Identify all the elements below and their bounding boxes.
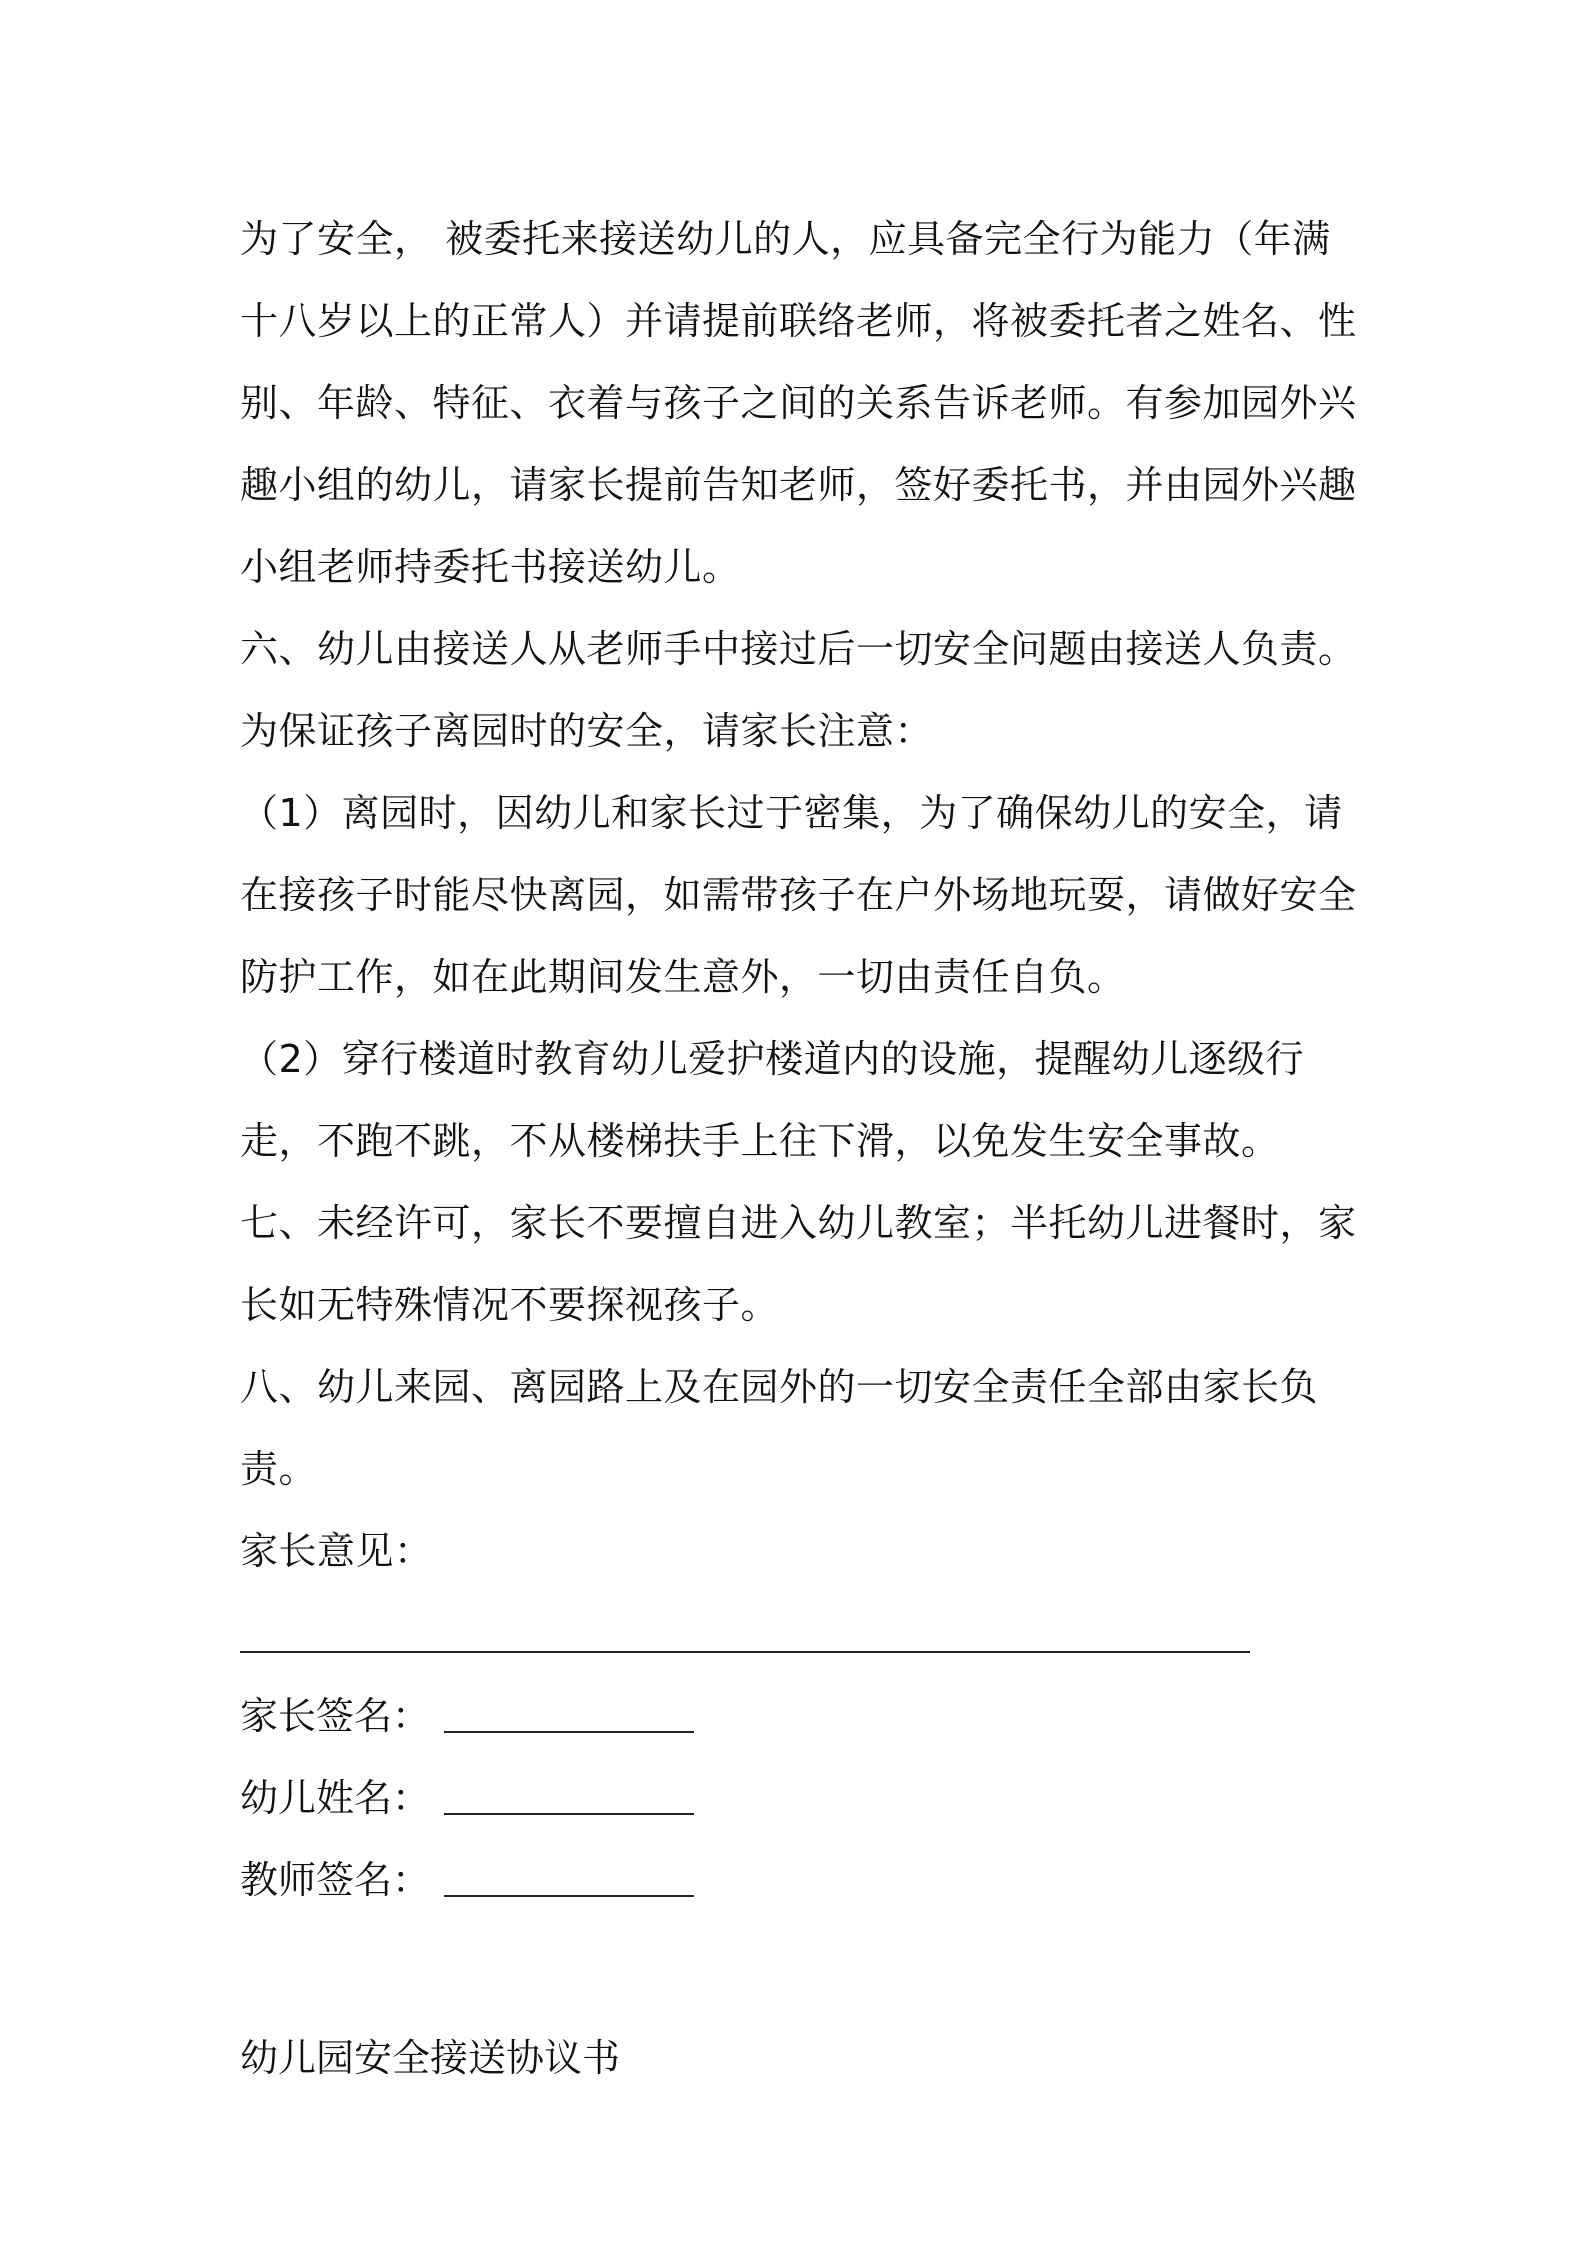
paragraph-note-2: （2）穿行楼道时教育幼儿爱护楼道内的设施，提醒幼儿逐级行走，不跑不跳，不从楼梯扶手上往下滑，以免发生安全事故。 [240, 1037, 1305, 1163]
paragraph-note-1: （1）离园时，因幼儿和家长过于密集，为了确保幼儿的安全，请在接孩子时能尽快离园，如需带孩子在户外场地玩耍，请做好安全防护工作，如在此期间发生意外，一切由责任自负。 [240, 791, 1357, 999]
paragraph-safety-notice: 为保证孩子离园时的安全，请家长注意： [240, 709, 934, 753]
document-body [240, 198, 1360, 2099]
teacher-signature-label: 教师签名： [240, 1858, 431, 1902]
teacher-signature-blank[interactable] [444, 1865, 694, 1897]
parent-signature-label: 家长签名： [240, 1694, 431, 1738]
document-title: 幼儿园安全接送协议书 [240, 2036, 621, 2080]
paragraph-item-six: 六、幼儿由接送人从老师手中接过后一切安全问题由接送人负责。 [240, 627, 1357, 671]
teacher-signature-row [240, 1839, 1360, 1921]
parent-signature-row [240, 1675, 1360, 1757]
parent-signature-blank[interactable] [444, 1701, 694, 1733]
child-name-blank[interactable] [444, 1783, 694, 1815]
parent-opinion-blank-line[interactable] [240, 1650, 1250, 1653]
paragraph-item-eight: 八、幼儿来园、离园路上及在园外的一切安全责任全部由家长负责。 [240, 1365, 1319, 1491]
parent-opinion-label: 家长意见： [240, 1529, 433, 1573]
paragraph-item-seven: 七、未经许可，家长不要擅自进入幼儿教室；半托幼儿进餐时，家长如无特殊情况不要探视孩子。 [240, 1201, 1357, 1327]
child-name-label: 幼儿姓名： [240, 1776, 431, 1820]
paragraph-entrust-pickup: 为了安全， 被委托来接送幼儿的人，应具备完全行为能力（年满十八岁以上的正常人）并请提前联络老师，将被委托者之姓名、性别、年龄、特征、衣着与孩子之间的关系告诉老师。有参加园外兴趣小组的幼儿，请家长提前告知老师，签好委托书，并由园外兴趣小组老师持委托书接送幼儿。 [240, 217, 1357, 589]
child-name-row [240, 1757, 1360, 1839]
